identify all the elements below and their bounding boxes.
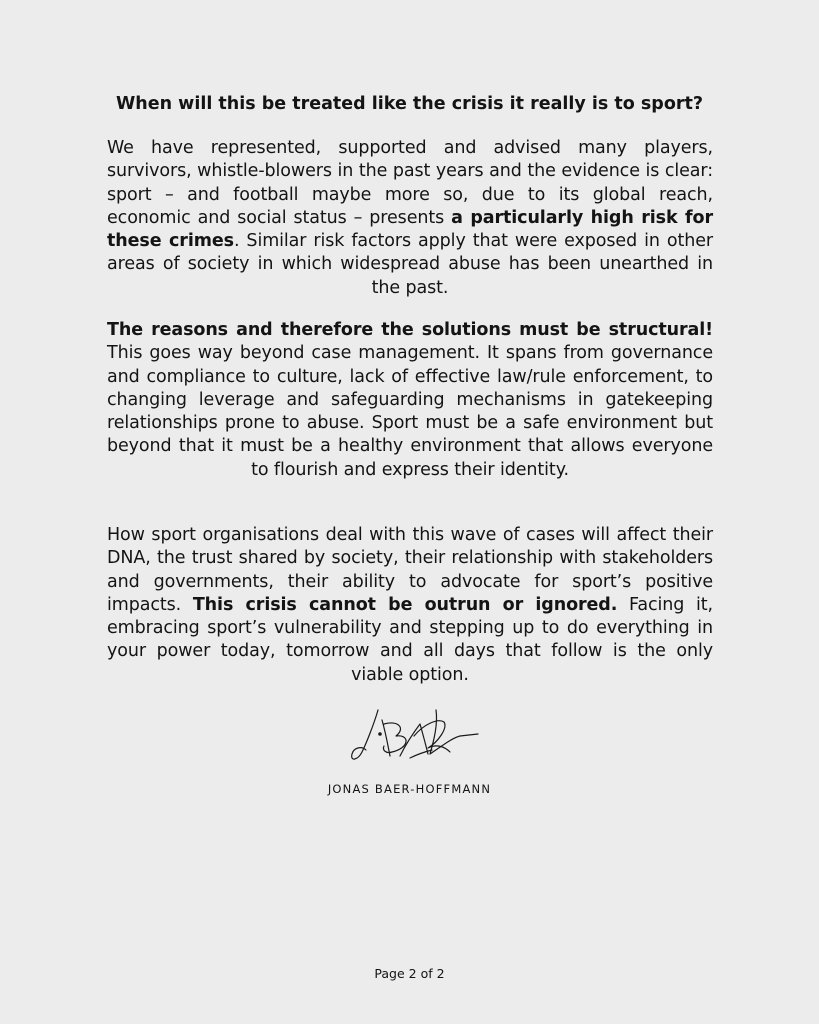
emphasis-text: This crisis cannot be outrun or ignored.: [192, 594, 618, 615]
paragraph-structural: [107, 319, 713, 482]
paragraph-text: How sport organisations deal with this wave of cases will affect their DNA, the trust shared by society, their relationship with stakeholders and governments, their ability to advocate for sport’s positive impacts.: [107, 525, 713, 615]
paragraph-text: We have represented, supported and advised many players, survivors, whistle-blowers in the past years and the evidence is clear: sport – and football maybe more so, due to its global reach, economic and social status – presents: [107, 138, 713, 228]
paragraph-text: Facing it, embracing sport’s vulnerability and stepping up to do everything in your power today, tomorrow and all days that follow is the only viable option.: [107, 594, 713, 685]
paragraph-crisis: [107, 524, 713, 687]
emphasis-text: The reasons and therefore the solutions must be structural!: [107, 320, 713, 340]
paragraph-text: . Similar risk factors apply that were exposed in other areas of society in which widespread abuse has been unearthed in the past.: [107, 231, 713, 298]
page-heading: When will this be treated like the crisis it really is to sport?: [116, 94, 703, 114]
paragraph-evidence: [107, 137, 713, 300]
page-number: Page 2 of 2: [374, 966, 445, 981]
paragraph-text: This goes way beyond case management. It spans from governance and compliance to culture, lack of effective law/rule enforcement, to changing leverage and safeguarding mechanisms in gatekeeping relationships prone to abuse. Sport must be a safe environment but beyond that it must be a healthy environment that allows everyone to flourish and express their identity.: [107, 343, 713, 480]
signer-name: JONAS BAER-HOFFMANN: [327, 782, 492, 796]
emphasis-text: a particularly high risk for these crimes: [107, 207, 713, 252]
handwritten-signature: [340, 700, 480, 772]
